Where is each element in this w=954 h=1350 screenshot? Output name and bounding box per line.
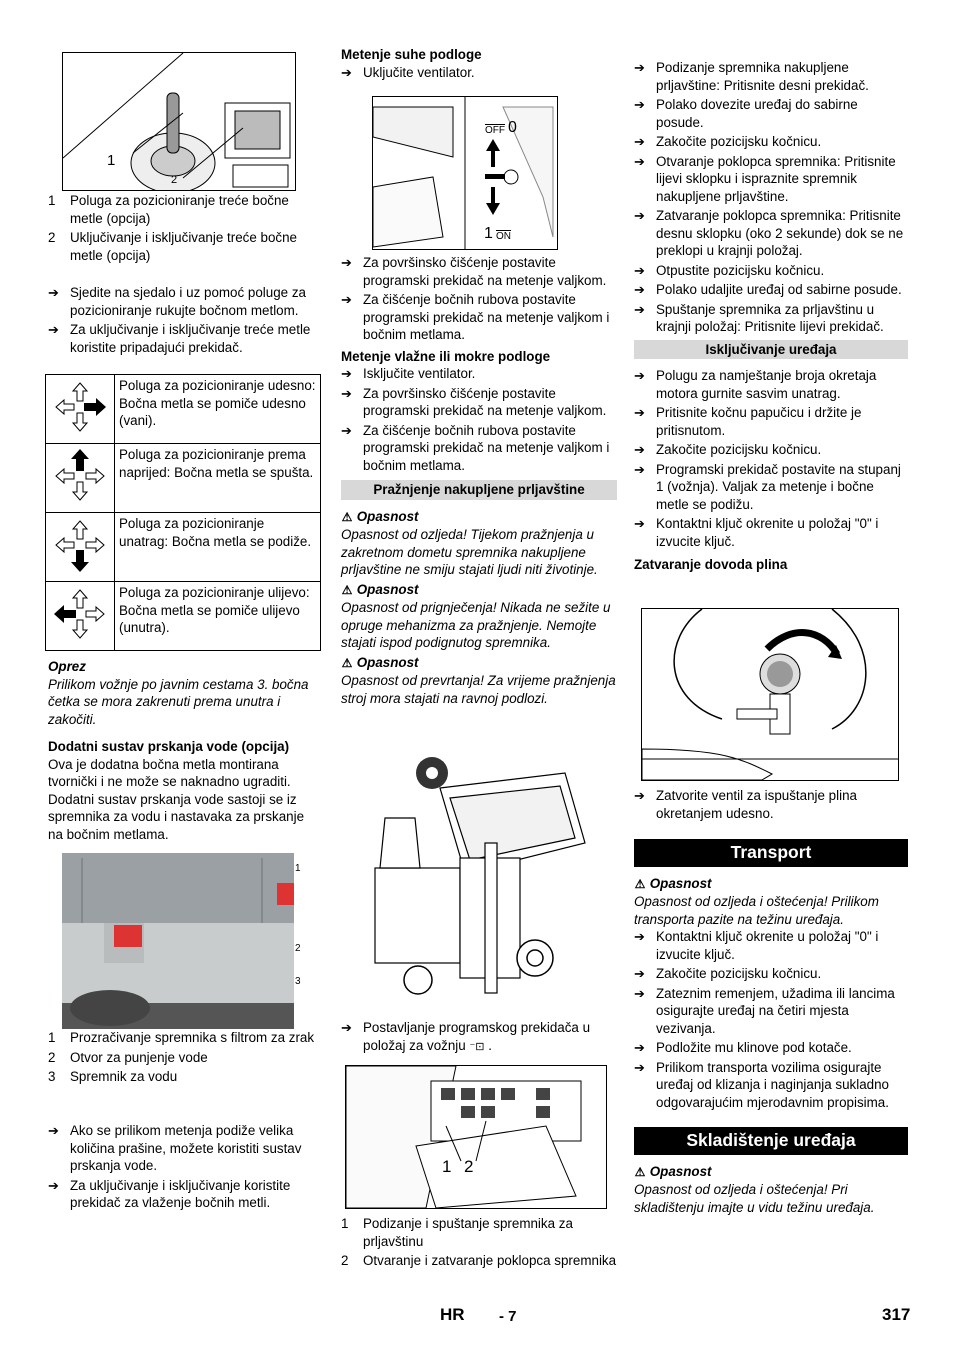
footer-page-number: 317 (882, 1305, 911, 1324)
bullet: ➔ Sjedite na sjedalo i uz pomoć poluge za pozicioniranje rukujte bočnom metlom. (48, 284, 320, 319)
warning-icon: ⚠ (341, 509, 353, 524)
bullet: ➔ Zatvorite ventil za ispuštanje plina okretanjem udesno. (634, 787, 908, 822)
bullet: ➔ Podizanje spremnika nakupljene prljavštine: Pritisnite desni prekidač. (634, 59, 908, 94)
switch-one-label: 1 (484, 225, 493, 242)
table-cell: Poluga za pozicioniranje prema naprijed: Bočna metla se spušta. (115, 444, 321, 513)
caution-text: Prilikom vožnje po javnim cestama 3. bočna četka se mora zakrenuti prema unutra i zakočiti. (48, 676, 309, 727)
bullet: ➔ Polako dovezite uređaj do sabirne posude. (634, 96, 908, 131)
bullet: ➔ Kontaktni ključ okrenite u položaj "0" i izvucite ključ. (634, 928, 908, 963)
bullet: ➔ Zakočite pozicijsku kočnicu. (634, 441, 908, 459)
legend-item: 3 Spremnik za vodu (48, 1069, 178, 1084)
bullet: ➔ Za uključivanje i isključivanje koristite prekidač za vlaženje bočnih metli. (48, 1177, 320, 1212)
switch-zero-label: 0 (508, 119, 517, 136)
figure-control-panel (345, 1065, 607, 1209)
wet-heading: Metenje vlažne ili mokre podloge (341, 348, 551, 364)
bullet: ➔ Polako udaljite uređaj od sabirne posude. (634, 281, 908, 299)
callout-2: 2 (464, 1157, 474, 1176)
legend-item: 1 Prozračivanje spremnika s filtrom za zrak (48, 1030, 315, 1045)
warning-icon: ⚠ (634, 1164, 646, 1179)
switch-off-label: $\overline{OFF}$ (485, 125, 505, 136)
danger-label: ⚠ Opasnost (341, 508, 617, 527)
table-cell: Poluga za pozicioniranje udesno: Bočna metla se pomiče udesno (vani). (115, 375, 321, 444)
arrow-left-icon (46, 582, 115, 651)
legend-item: 2 Uključivanje i isključivanje treće bočne metle (opcija) (48, 230, 298, 263)
transport-danger: Opasnost od ozljeda i oštećenja! Prilikom transporta pazite na težinu uređaja. (634, 894, 879, 927)
bullet: ➔ Zatvaranje poklopca spremnika: Pritisnite desnu sklopku (oko 2 sekunde) dok se ne preklopi u krajnji položaj. (634, 207, 908, 260)
bullet: ➔ Polugu za namještanje broja okretaja motora gurnite sasvim unatrag. (634, 367, 908, 402)
legend-item: 2 Otvaranje i zatvaranje poklopca spremnika (341, 1253, 617, 1268)
figure-side-broom-controls (62, 52, 296, 191)
table-row (46, 582, 321, 651)
danger-text: Opasnost od prignječenja! Nikada ne sežite u opruge mehanizma za pražnjenje. Nemojte stajati ispod podignutog spremnika. (341, 600, 611, 650)
warning-icon: ⚠ (634, 876, 646, 891)
callout-2: 2 (171, 174, 178, 186)
fig2-legend (48, 1029, 320, 1088)
callout-1: 1 (295, 863, 301, 874)
bullet: ➔ Prilikom transporta vozilima osigurajte uređaj od klizanja i naginjanja sukladno odgovarajućim mjerodavnim propisima. (634, 1059, 908, 1112)
bullet: ➔ Za čišćenje bočnih rubova postavite programski prekidač na metenje valjkom i bočnim metlama. (341, 422, 617, 475)
legend-item: 2 Otvor za punjenje vode (48, 1049, 208, 1065)
col3-upper (634, 59, 908, 574)
col3-lower (634, 787, 908, 1216)
table-cell: Poluga za pozicioniranje ulijevo: Bočna metla se pomiče ulijevo (unutra). (115, 582, 321, 651)
bullet: ➔ Otpustite pozicijsku kočnicu. (634, 262, 908, 280)
switch-on-label: $\overline{ON}$ (496, 231, 511, 242)
danger-text: Opasnost od prevrtanja! Za vrijeme pražnjenja stroj mora stajati na ravnoj podlozi. (341, 673, 616, 706)
prog-bullet (341, 1019, 617, 1058)
off-heading: Isključivanje uređaja (634, 340, 908, 360)
bullet: ➔ Za površinsko čišćenje postavite programski prekidač na metenje valjkom. (341, 254, 617, 289)
callout-2: 2 (295, 943, 301, 954)
bullet: ➔ Za uključivanje i isključivanje treće metle koristite pripadajući prekidač. (48, 321, 320, 356)
storage-danger: Opasnost od ozljeda i oštećenja! Pri skladištenju imajte u vidu težinu uređaja. (634, 1182, 875, 1215)
callout-3: 3 (295, 976, 301, 987)
table-row (46, 375, 321, 444)
callout-1: 1 (107, 152, 116, 169)
panel-legend (341, 1215, 617, 1272)
table-row (46, 513, 321, 582)
bullet: ➔ Podložite mu klinove pod kotače. (634, 1039, 908, 1057)
fig1-legend (48, 192, 320, 266)
bullet: ➔ Ako se prilikom metenja podiže velika količina prašine, možete koristiti sustav prskanja vode. (48, 1122, 320, 1175)
footer-page-local: - 7 (499, 1308, 517, 1325)
dry-section (341, 46, 617, 83)
controls-drawing (63, 53, 295, 190)
storage-heading: Skladištenje uređaja (634, 1127, 908, 1155)
bullet: ➔ Uključite ventilator. (341, 64, 617, 82)
bullet: ➔ Zakočite pozicijsku kočnicu. (634, 965, 908, 983)
transport-heading: Transport (634, 839, 908, 867)
caution-title: Oprez (48, 659, 86, 674)
bullet: ➔ Otvaranje poklopca spremnika: Pritisnite lijevi sklopku i ispraznite spremnik nakupljene prljavštine. (634, 153, 908, 206)
machine-drawing (360, 748, 590, 1013)
water-tank-drawing (62, 853, 294, 1029)
arrow-right-icon (46, 375, 115, 444)
figure-gas-valve (641, 608, 899, 781)
arrow-up-icon (46, 444, 115, 513)
panel-drawing (346, 1066, 606, 1208)
bullet: ➔ Kontaktni ključ okrenite u položaj "0" i izvucite ključ. (634, 515, 908, 550)
bullets-spray (48, 1122, 320, 1214)
spray-text: Ova je dodatna bočna metla montirana tvornički i ne može se naknadno ugraditi. Dodatni sustav prskanja vode sastoji se iz spremnika za vodu i nastavaka za prskanje na bočnim metlama. (48, 756, 305, 842)
bullet: ➔ Isključite ventilator. (341, 365, 617, 383)
bullet: ➔ Spuštanje spremnika za prljavštinu u krajnji položaj: Pritisnite lijevi prekidač. (634, 301, 908, 336)
empty-heading: Pražnjenje nakupljene prljavštine (341, 480, 617, 500)
table-cell: Poluga za pozicioniranje unatrag: Bočna metla se podiže. (115, 513, 321, 582)
caution-block (48, 658, 320, 843)
warning-icon: ⚠ (341, 582, 353, 597)
danger-label: ⚠ Opasnost (634, 875, 908, 894)
gas-valve-drawing (642, 609, 898, 780)
bullet: ➔ Programski prekidač postavite na stupanj 1 (vožnja). Valjak za metenje i bočne metle se podižu. (634, 461, 908, 514)
danger-label: ⚠ Opasnost (341, 654, 617, 673)
figure-water-tank (62, 853, 294, 1029)
callout-1: 1 (442, 1157, 452, 1176)
figure-fan-switch (372, 96, 558, 250)
drive-mode-icon: ⁻⊡ (469, 1040, 485, 1053)
arrow-down-icon (46, 513, 115, 582)
direction-table (45, 374, 321, 651)
gas-heading: Zatvaranje dovoda plina (634, 557, 788, 572)
danger-label: ⚠ Opasnost (341, 581, 617, 600)
danger-text: Opasnost od ozljeda! Tijekom pražnjenja u zakretnom dometu spremnika nakupljene prljavštine ne smiju stajati ljudi niti životinje. (341, 527, 598, 577)
footer-language: HR (440, 1305, 465, 1324)
bullet: ➔ Zateznim remenjem, užadima ili lancima osigurajte uređaj na četiri mjesta vezivanja. (634, 985, 908, 1038)
bullet: ➔ Postavljanje programskog prekidača u položaj za vožnju ⁻⊡ . (341, 1019, 617, 1056)
bullets-operate (48, 284, 320, 358)
legend-item: 1 Poluga za pozicioniranje treće bočne metle (opcija) (48, 193, 289, 226)
bullet: ➔ Za čišćenje bočnih rubova postavite programski prekidač na metenje valjkom i bočnim metlama. (341, 291, 617, 344)
dry-bullets-2 (341, 254, 617, 707)
bullet: ➔ Za površinsko čišćenje postavite programski prekidač na metenje valjkom. (341, 385, 617, 420)
legend-item: 1 Podizanje i spuštanje spremnika za prljavštinu (341, 1216, 573, 1249)
spray-heading: Dodatni sustav prskanja vode (opcija) (48, 739, 290, 754)
table-row (46, 444, 321, 513)
danger-label: ⚠ Opasnost (634, 1163, 908, 1182)
fan-switch-drawing (373, 97, 557, 249)
figure-machine-dumping (360, 748, 590, 1013)
bullet: ➔ Pritisnite kočnu papučicu i držite je pritisnutom. (634, 404, 908, 439)
dry-heading: Metenje suhe podloge (341, 47, 482, 62)
warning-icon: ⚠ (341, 655, 353, 670)
bullet: ➔ Zakočite pozicijsku kočnicu. (634, 133, 908, 151)
